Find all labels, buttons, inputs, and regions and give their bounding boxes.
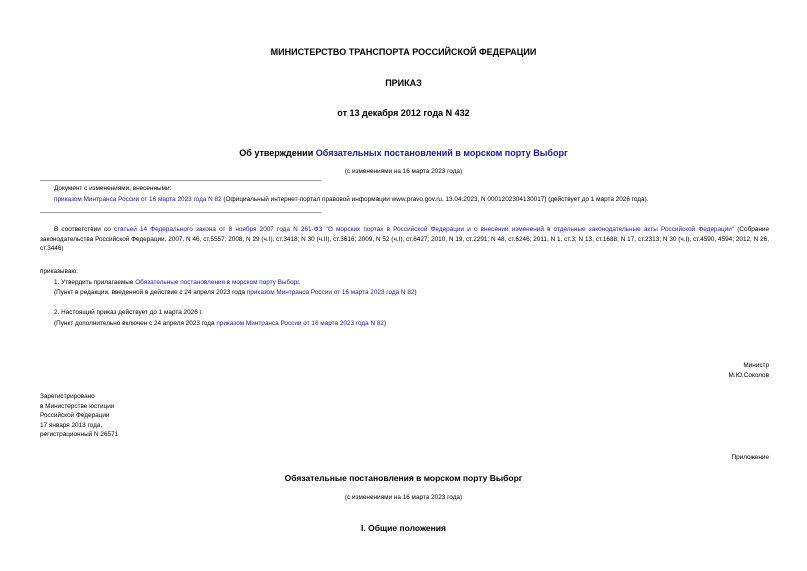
date-number-heading: от 13 декабря 2012 года N 432 (337, 108, 470, 118)
amend-rest: (Официальный интернет-портал правовой информации www.pravo.gov.ru, 13.04.2023, N 0001202304130017) (действует до 1 марта 2026 года). (221, 196, 649, 203)
item-2-note-end: ) (383, 320, 387, 327)
preamble-paragraph (40, 225, 769, 254)
ministry-heading: МИНИСТЕРСТВО ТРАНСПОРТА РОССИЙСКОЙ ФЕДЕРАЦИИ (270, 47, 537, 57)
document-title (0, 148, 807, 158)
registration-line-5: регистрационный N 26571 (40, 431, 119, 439)
signature-title: Министр (743, 362, 769, 369)
amend-entry (54, 195, 774, 205)
appendix-amendments: (с изменениями на 16 марта 2023 года) (344, 494, 463, 501)
item-1-end: . (298, 279, 301, 286)
item-2-note-text: (Пункт дополнительно включен с 24 апреля 2023 года (54, 320, 217, 327)
divider-top (40, 180, 321, 181)
divider-bottom (40, 212, 321, 213)
registration-line-2: в Министерстве юстиции (40, 402, 115, 410)
appendix-title: Обязательные постановления в морском порту Выборг (284, 473, 523, 483)
item-1-text: 1. Утвердить прилагаемые (54, 279, 136, 286)
amend-label: Документ с изменениями, внесенными: (54, 185, 172, 192)
item-1-note-link[interactable]: приказом Минтранса России от 16 марта 2023 года N 82 (246, 289, 415, 296)
item-2-note-link[interactable]: приказом Минтранса России от 16 марта 2023 года N 82 (216, 320, 384, 327)
item-1-link[interactable]: Обязательные постановления в морском порту Выборг (135, 279, 299, 286)
item-1 (54, 278, 774, 288)
preamble-law-link[interactable]: статьей 14 Федерального закона от 8 ноября 2007 года N 261-ФЗ "О морских портах в Российской Федерации и о внесении изменений в отдельные законодательные акты Российской Федерации" (113, 226, 735, 233)
amend-link[interactable]: приказом Минтранса России от 16 марта 2023 года N 82 (54, 196, 222, 203)
registration-line-4: 17 января 2013 года, (40, 421, 103, 429)
section-heading: I. Общие положения (361, 523, 446, 533)
item-1-note (54, 288, 774, 298)
item-1-note-text: (Пункт в редакции, введенной в действие с 24 апреля 2023 года (54, 289, 247, 296)
registration-line-3: Российской Федерации (40, 412, 110, 420)
title-prefix: Об утверждении (239, 148, 316, 158)
item-2: 2. Настоящий приказ действует до 1 марта 2026 г. (54, 309, 203, 316)
title-link[interactable]: Обязательных постановлений в морском порту Выборг (315, 148, 568, 158)
title-amendments: (с изменениями на 16 марта 2023 года) (344, 168, 463, 175)
signature-name: М.Ю.Соколов (728, 372, 769, 379)
order-word: приказываю: (40, 268, 78, 275)
doc-type-heading: ПРИКАЗ (385, 78, 422, 88)
appendix-label: Приложение (731, 454, 769, 461)
item-1-note-end: ) (414, 289, 417, 296)
preamble-text-1: В соответствии со (54, 226, 114, 233)
preamble-text-2: (Собрание законодательства Российской Федерации, 2007, N 46, ст.5557; 2008, N 29 (ч.I), ст.3418; N 30 (ч.II), ст.3616; 2009, N 52 (ч.I), ст.6427; 2010, N 19, ст.2291; N 48, ст.6246; 2011, N 1, ст.3; N 13, ст.1688; N 17, ст.2313; N 30 (ч.I), ст.4590, 4594; 2012, N 26, ст.3446) (40, 226, 770, 253)
registration-line-1: Зарегистрировано (40, 393, 95, 400)
registration-block (40, 392, 240, 440)
item-2-note (54, 319, 774, 329)
